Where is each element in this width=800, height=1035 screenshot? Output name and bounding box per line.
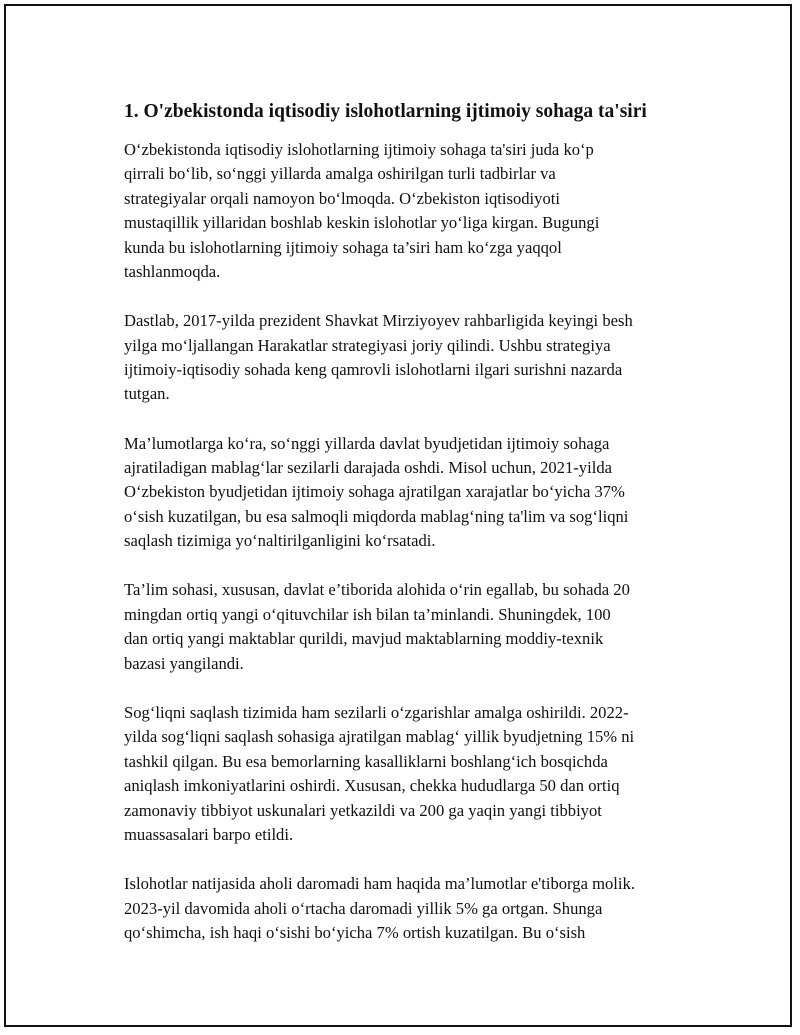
paragraph-line: Ta’lim sohasi, xususan, davlat e’tiborida alohida o‘rin egallab, bu sohada 20 [124,580,630,600]
paragraph-line: o‘sish kuzatilgan, bu esa salmoqli miqdorda mablag‘ning ta'lim va sog‘liqni [124,506,629,526]
paragraph-line: ajratiladigan mablag‘lar sezilarli darajada oshdi. Misol uchun, 2021-yilda [124,458,612,478]
paragraph-line: kunda bu islohotlarning ijtimoiy sohaga ta’siri ham ko‘zga yaqqol [124,237,562,257]
paragraph-line: mustaqillik yillaridan boshlab keskin islohotlar yo‘liga kirgan. Bugungi [124,213,600,233]
paragraph-line: tutgan. [124,384,170,404]
paragraph-2 [124,309,694,407]
paragraph-line: dan ortiq yangi maktablar qurildi, mavjud maktablarning moddiy-texnik [124,629,604,649]
document-body [124,98,694,970]
paragraph-line: yilga mo‘ljallangan Harakatlar strategiyasi joriy qilindi. Ushbu strategiya [124,335,611,355]
paragraph-line: aniqlash imkoniyatlarini oshirdi. Xususan, chekka hududlarga 50 dan ortiq [124,776,620,796]
paragraph-line: strategiyalar orqali namoyon bo‘lmoqda. O‘zbekiston iqtisodiyoti [124,188,560,208]
paragraph-line: Sog‘liqni saqlash tizimida ham sezilarli o‘zgarishlar amalga oshirildi. 2022- [124,702,629,722]
paragraph-line: tashlanmoqda. [124,262,221,282]
paragraph-line: muassasalari barpo etildi. [124,824,294,844]
paragraph-line: ijtimoiy-iqtisodiy sohada keng qamrovli islohotlarni ilgari surishni nazarda [124,360,623,380]
paragraph-line: qo‘shimcha, ish haqi o‘sishi bo‘yicha 7% ortish kuzatilgan. Bu o‘sish [124,922,586,942]
paragraph-1 [124,138,694,284]
paragraph-line: Ma’lumotlarga ko‘ra, so‘nggi yillarda davlat byudjetidan ijtimoiy sohaga [124,433,610,453]
paragraph-line: 2023-yil davomida aholi o‘rtacha daromadi yillik 5% ga ortgan. Shunga [124,898,603,918]
paragraph-line: bazasi yangilandi. [124,653,244,673]
paragraph-6 [124,872,694,945]
paragraph-5 [124,701,694,847]
paragraph-line: O‘zbekistonda iqtisodiy islohotlarning ijtimoiy sohaga ta'siri juda ko‘p [124,140,594,159]
paragraph-line: zamonaviy tibbiyot uskunalari yetkazildi va 200 ga yaqin yangi tibbiyot [124,800,602,820]
paragraph-line: mingdan ortiq yangi o‘qituvchilar ish bilan ta’minlandi. Shuningdek, 100 [124,604,611,624]
paragraph-3 [124,432,694,554]
paragraph-line: tashkil qilgan. Bu esa bemorlarning kasalliklarni boshlang‘ich bosqichda [124,751,608,771]
document-page [4,4,792,1027]
paragraph-4 [124,578,694,676]
paragraph-line: qirrali bo‘lib, so‘nggi yillarda amalga oshirilgan turli tadbirlar va [124,164,556,184]
paragraph-line: yilda sog‘liqni saqlash sohasiga ajratilgan mablag‘ yillik byudjetning 15% ni [124,727,635,747]
paragraph-line: Dastlab, 2017-yilda prezident Shavkat Mirziyoyev rahbarligida keyingi besh [124,311,633,331]
section-heading: 1. O'zbekistonda iqtisodiy islohotlarning ijtimoiy sohaga ta'siri [124,101,647,122]
paragraph-line: O‘zbekiston byudjetidan ijtimoiy sohaga ajratilgan xarajatlar bo‘yicha 37% [124,482,625,502]
paragraph-line: Islohotlar natijasida aholi daromadi ham haqida ma’lumotlar e'tiborga molik. [124,874,635,894]
paragraph-line: saqlash tizimiga yo‘naltirilganligini ko‘rsatadi. [124,531,436,551]
